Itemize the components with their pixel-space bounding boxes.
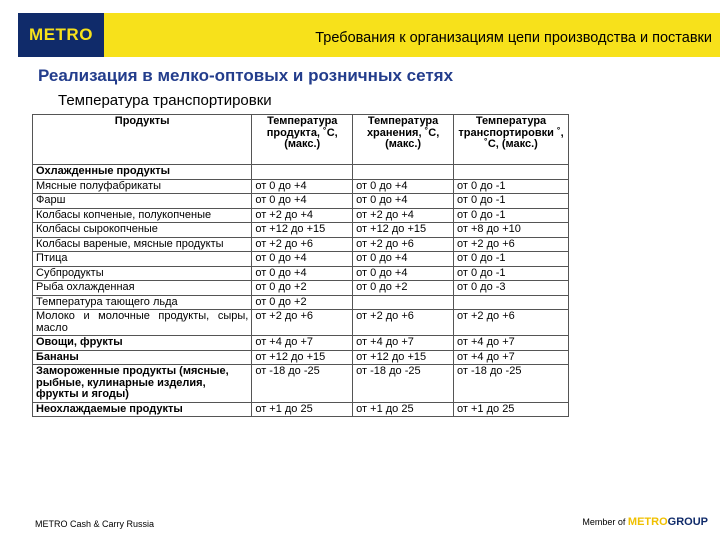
product-temp-cell: от 0 до +4 bbox=[252, 194, 353, 209]
storage-temp-cell: от 0 до +4 bbox=[353, 179, 454, 194]
col-header-storage-temp: Температура хранения, ˚С, (макс.) bbox=[353, 115, 454, 165]
storage-temp-cell: от +2 до +6 bbox=[353, 310, 454, 336]
table-row bbox=[33, 252, 569, 267]
product-cell: Овощи, фрукты bbox=[33, 336, 252, 351]
product-cell: Колбасы вареные, мясные продукты bbox=[33, 237, 252, 252]
product-temp-cell: от +1 до 25 bbox=[252, 402, 353, 417]
product-temp-cell: от 0 до +4 bbox=[252, 266, 353, 281]
table-row bbox=[33, 365, 569, 403]
table-row bbox=[33, 194, 569, 209]
product-cell: Неохлаждаемые продукты bbox=[33, 402, 252, 417]
product-temp-cell: от +12 до +15 bbox=[252, 350, 353, 365]
table-row bbox=[33, 310, 569, 336]
product-cell: Рыба охлажденная bbox=[33, 281, 252, 296]
table-row bbox=[33, 165, 569, 180]
temperature-table bbox=[32, 114, 569, 417]
transport-temp-cell: от +8 до +10 bbox=[454, 223, 569, 238]
product-temp-cell: от 0 до +2 bbox=[252, 295, 353, 310]
table-row bbox=[33, 402, 569, 417]
metro-group-logo-metro: METRO bbox=[627, 516, 668, 528]
transport-temp-cell: от 0 до -1 bbox=[454, 179, 569, 194]
product-temp-cell: от +2 до +6 bbox=[252, 310, 353, 336]
table-row bbox=[33, 281, 569, 296]
transport-temp-cell: от +2 до +6 bbox=[454, 310, 569, 336]
member-of-label: Member of bbox=[582, 517, 626, 527]
storage-temp-cell: от 0 до +2 bbox=[353, 281, 454, 296]
storage-temp-cell: от 0 до +4 bbox=[353, 266, 454, 281]
transport-temp-cell: от 0 до -1 bbox=[454, 208, 569, 223]
product-temp-cell: от +12 до +15 bbox=[252, 223, 353, 238]
footer-company: METRO Cash & Carry Russia bbox=[35, 519, 155, 529]
table-row bbox=[33, 223, 569, 238]
storage-temp-cell: от +12 до +15 bbox=[353, 350, 454, 365]
storage-temp-cell: от -18 до -25 bbox=[353, 365, 454, 403]
product-cell: Колбасы копченые, полукопченые bbox=[33, 208, 252, 223]
storage-temp-cell: от +12 до +15 bbox=[353, 223, 454, 238]
col-header-transport-temp: Температура транспортировки ˚, ˚С, (макс.) bbox=[454, 115, 569, 165]
table-header-row bbox=[33, 115, 569, 165]
logo-text: METRO bbox=[29, 25, 93, 44]
transport-temp-cell: от 0 до -1 bbox=[454, 194, 569, 209]
product-temp-cell: от 0 до +4 bbox=[252, 252, 353, 267]
product-temp-cell: от +2 до +6 bbox=[252, 237, 353, 252]
slide-header bbox=[0, 0, 720, 58]
product-cell: Птица bbox=[33, 252, 252, 267]
transport-temp-cell: от +4 до +7 bbox=[454, 336, 569, 351]
product-temp-cell: от +2 до +4 bbox=[252, 208, 353, 223]
transport-temp-cell: от 0 до -1 bbox=[454, 252, 569, 267]
table-row bbox=[33, 179, 569, 194]
storage-temp-cell bbox=[353, 295, 454, 310]
product-cell: Охлажденные продукты bbox=[33, 165, 252, 180]
table-row bbox=[33, 350, 569, 365]
product-cell: Фарш bbox=[33, 194, 252, 209]
product-cell: Температура тающего льда bbox=[33, 295, 252, 310]
product-cell: Колбасы сырокопченые bbox=[33, 223, 252, 238]
section-title: Температура транспортировки bbox=[58, 92, 272, 109]
table-row bbox=[33, 237, 569, 252]
transport-temp-cell bbox=[454, 295, 569, 310]
slide-subtitle: Реализация в мелко-оптовых и розничных сетях bbox=[38, 66, 454, 85]
table-row bbox=[33, 295, 569, 310]
metro-group-logo-group: GROUP bbox=[667, 516, 708, 528]
product-cell: Бананы bbox=[33, 350, 252, 365]
storage-temp-cell: от +4 до +7 bbox=[353, 336, 454, 351]
product-temp-cell: от 0 до +4 bbox=[252, 179, 353, 194]
transport-temp-cell: от -18 до -25 bbox=[454, 365, 569, 403]
footer-member-of bbox=[582, 516, 708, 528]
transport-temp-cell: от 0 до -3 bbox=[454, 281, 569, 296]
storage-temp-cell: от 0 до +4 bbox=[353, 252, 454, 267]
product-temp-cell: от -18 до -25 bbox=[252, 365, 353, 403]
transport-temp-cell: от 0 до -1 bbox=[454, 266, 569, 281]
transport-temp-cell: от +2 до +6 bbox=[454, 237, 569, 252]
metro-logo bbox=[18, 13, 104, 57]
storage-temp-cell bbox=[353, 165, 454, 180]
storage-temp-cell: от +2 до +4 bbox=[353, 208, 454, 223]
storage-temp-cell: от +1 до 25 bbox=[353, 402, 454, 417]
storage-temp-cell: от 0 до +4 bbox=[353, 194, 454, 209]
transport-temp-cell bbox=[454, 165, 569, 180]
storage-temp-cell: от +2 до +6 bbox=[353, 237, 454, 252]
product-temp-cell: от +4 до +7 bbox=[252, 336, 353, 351]
col-header-products: Продукты bbox=[33, 115, 252, 165]
product-cell: Молоко и молочные продукты, сыры, масло bbox=[33, 310, 252, 336]
product-temp-cell: от 0 до +2 bbox=[252, 281, 353, 296]
col-header-product-temp: Температура продукта, ˚С, (макс.) bbox=[252, 115, 353, 165]
table-row bbox=[33, 208, 569, 223]
transport-temp-cell: от +1 до 25 bbox=[454, 402, 569, 417]
transport-temp-cell: от +4 до +7 bbox=[454, 350, 569, 365]
product-cell: Мясные полуфабрикаты bbox=[33, 179, 252, 194]
header-title: Требования к организациям цепи производства и поставки bbox=[315, 30, 712, 46]
product-cell: Замороженные продукты (мясные, рыбные, кулинарные изделия, фрукты и ягоды) bbox=[33, 365, 252, 403]
table-row bbox=[33, 336, 569, 351]
product-temp-cell bbox=[252, 165, 353, 180]
product-cell: Субпродукты bbox=[33, 266, 252, 281]
table-row bbox=[33, 266, 569, 281]
